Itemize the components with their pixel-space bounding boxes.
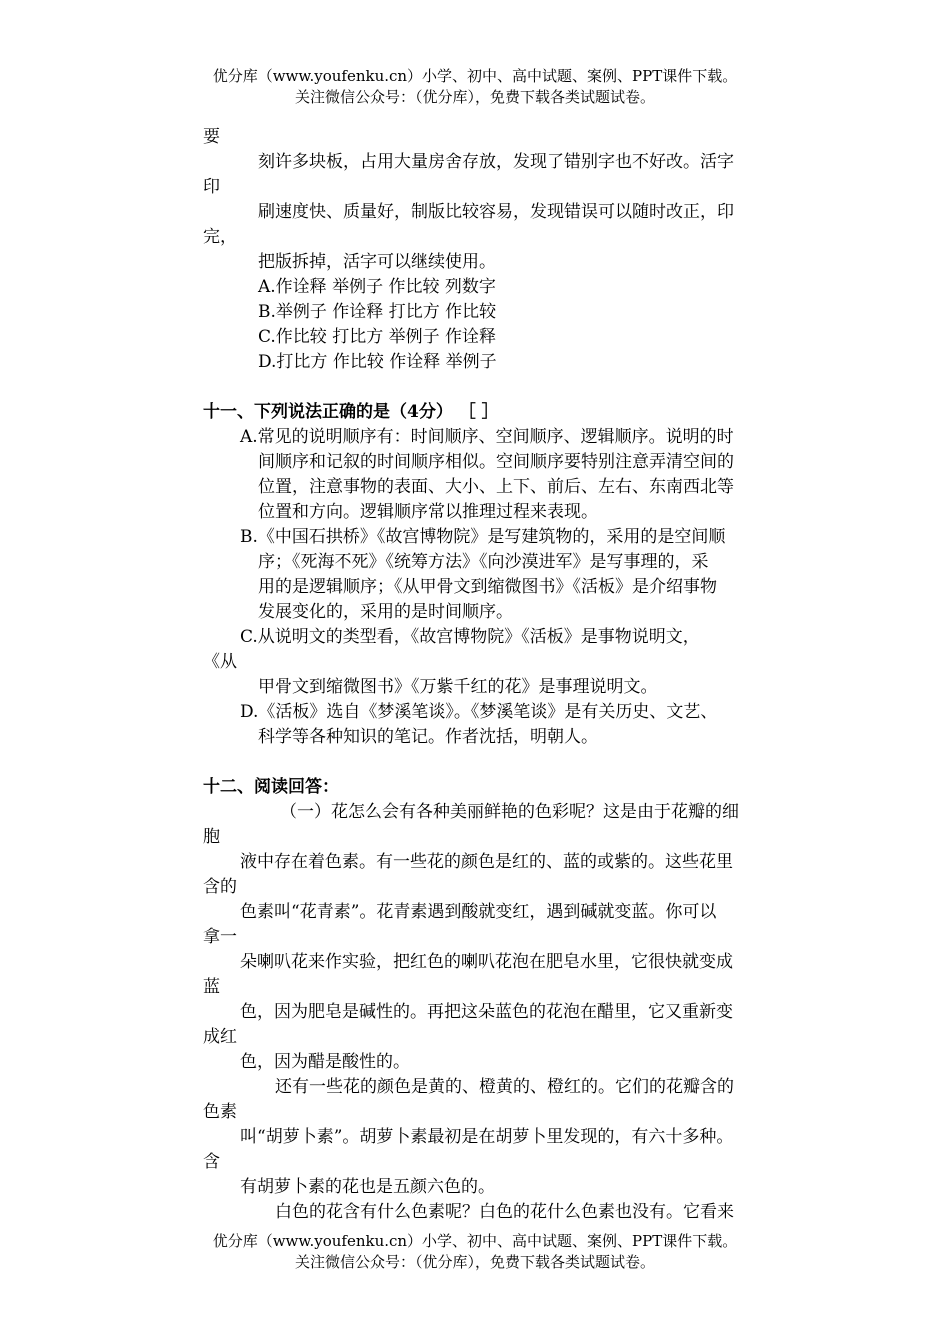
q12-line: 色素 xyxy=(203,1102,237,1122)
q10-option-b: B.举例子 作诠释 打比方 作比较 xyxy=(258,302,497,322)
q11-line: 序；《死海不死》《统筹方法》《向沙漠进军》是写事理的，采 xyxy=(258,552,709,572)
passage-line: 把版拆掉，活字可以继续使用。 xyxy=(258,252,496,272)
q12-line: 液中存在着色素。有一些花的颜色是红的、蓝的或紫的。这些花里 xyxy=(240,852,733,872)
q12-line: 成红 xyxy=(203,1027,237,1047)
q10-option-a: A.作诠释 举例子 作比较 列数字 xyxy=(258,277,496,297)
footer-line-2: 关注微信公众号：（优分库），免费下载各类试题试卷。 xyxy=(294,1253,655,1271)
q12-line: 叫“胡萝卜素”。胡萝卜素最初是在胡萝卜里发现的，有六十多种。 xyxy=(240,1127,734,1147)
q12-line: 胞 xyxy=(203,827,220,847)
q11-line: B.《中国石拱桥》《故宫博物院》是写建筑物的，采用的是空间顺 xyxy=(240,527,726,547)
q10-option-c: C.作比较 打比方 举例子 作诠释 xyxy=(258,327,497,347)
q11-line: A.常见的说明顺序有：时间顺序、空间顺序、逻辑顺序。说明的时 xyxy=(240,427,734,447)
footer-line-1: 优分库（www.youfenku.cn）小学、初中、高中试题、案例、PPT课件下载。 xyxy=(212,1232,738,1250)
q12-title: 十二、阅读回答： xyxy=(203,777,339,797)
q12-line: 蓝 xyxy=(203,977,220,997)
q11-line: 位置，注意事物的表面、大小、上下、前后、左右、东南西北等 xyxy=(258,477,734,497)
page-footer xyxy=(0,1231,950,1273)
q11-line: 科学等各种知识的笔记。作者沈括，明朝人。 xyxy=(258,727,598,747)
q11-line: 用的是逻辑顺序；《从甲骨文到缩微图书》《活板》是介绍事物 xyxy=(258,577,717,597)
passage-line: 印 xyxy=(203,177,220,197)
q11-title: 十一、下列说法正确的是（4分） ［ ］ xyxy=(203,402,499,422)
q11-line: 发展变化的，采用的是时间顺序。 xyxy=(258,602,513,622)
q11-line: C.从说明文的类型看，《故宫博物院》《活板》是事物说明文， xyxy=(240,627,700,647)
q12-line: 含的 xyxy=(203,877,237,897)
q12-line: （一）花怎么会有各种美丽鲜艳的色彩呢？这是由于花瓣的细 xyxy=(280,802,739,822)
q11-line: 《从 xyxy=(203,652,237,672)
q11-line: 间顺序和记叙的时间顺序相似。空间顺序要特别注意弄清空间的 xyxy=(258,452,734,472)
q12-line: 色，因为肥皂是碱性的。再把这朵蓝色的花泡在醋里，它又重新变 xyxy=(240,1002,733,1022)
q12-line: 白色的花含有什么色素呢？白色的花什么色素也没有。它看来 xyxy=(275,1202,734,1222)
page-header xyxy=(0,66,950,108)
q11-line: D.《活板》选自《梦溪笔谈》。《梦溪笔谈》是有关历史、文艺、 xyxy=(240,702,718,722)
passage-line: 要 xyxy=(203,127,220,147)
q11-line: 甲骨文到缩微图书》《万紫千红的花》是事理说明文。 xyxy=(258,677,658,697)
q12-line: 色素叫“花青素”。花青素遇到酸就变红，遇到碱就变蓝。你可以 xyxy=(240,902,717,922)
header-line-1: 优分库（www.youfenku.cn）小学、初中、高中试题、案例、PPT课件下载。 xyxy=(212,67,738,85)
q12-line: 拿一 xyxy=(203,927,237,947)
passage-line: 刻许多块板，占用大量房舍存放，发现了错别字也不好改。活字 xyxy=(258,152,734,172)
q12-line: 含 xyxy=(203,1152,220,1172)
header-line-2: 关注微信公众号：（优分库），免费下载各类试题试卷。 xyxy=(294,88,655,106)
passage-line: 刷速度快、质量好，制版比较容易，发现错误可以随时改正，印 xyxy=(258,202,734,222)
q12-line: 色，因为醋是酸性的。 xyxy=(240,1052,410,1072)
q10-option-d: D.打比方 作比较 作诠释 举例子 xyxy=(258,352,497,372)
q12-line: 还有一些花的颜色是黄的、橙黄的、橙红的。它们的花瓣含的 xyxy=(275,1077,734,1097)
q11-line: 位置和方向。逻辑顺序常以推理过程来表现。 xyxy=(258,502,598,522)
q12-line: 有胡萝卜素的花也是五颜六色的。 xyxy=(240,1177,495,1197)
q12-line: 朵喇叭花来作实验，把红色的喇叭花泡在肥皂水里，它很快就变成 xyxy=(240,952,733,972)
passage-line: 完， xyxy=(203,227,237,247)
